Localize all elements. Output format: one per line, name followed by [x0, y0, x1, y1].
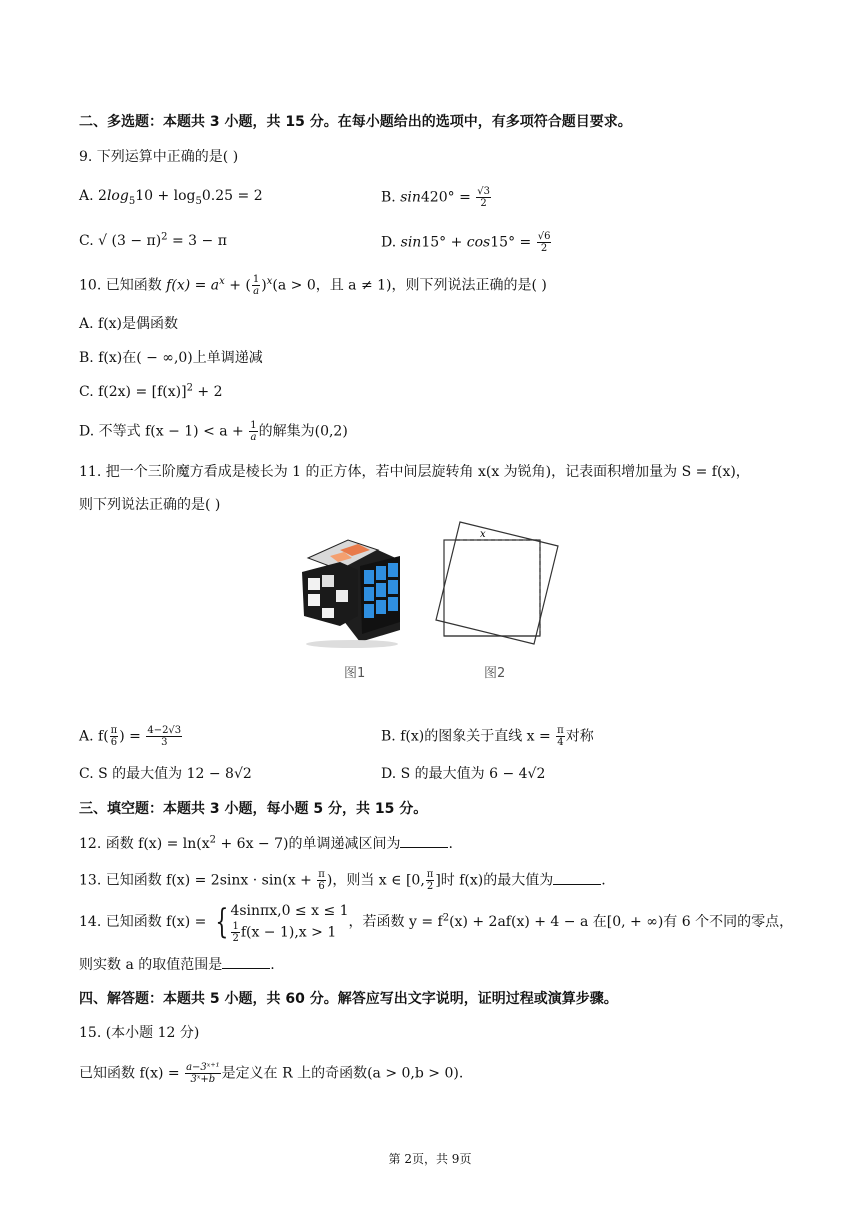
q10-stem-supx: x	[219, 275, 225, 287]
q10-stem-plus: + (	[224, 277, 251, 294]
q13-den2: 2	[426, 881, 434, 892]
q11-b-den: 4	[557, 737, 564, 748]
q10-stem-tail: (a > 0，且 a ≠ 1)，则下列说法正确的是( )	[272, 277, 547, 294]
q9-a-sub2: 5	[195, 195, 202, 207]
q11-a-den: 3	[161, 737, 168, 748]
q9-d-fn2: cos	[466, 234, 491, 251]
q9-a-part2: 10 + log	[135, 188, 196, 204]
q14-line2-1: 则实数 a 的取值范围是	[79, 957, 223, 973]
q10-stem-1: 10. 已知函数	[79, 277, 167, 294]
q9-d-mid: 15° +	[421, 234, 467, 251]
q14-case2-tail: f(x − 1),x > 1	[240, 924, 337, 940]
q11-figures	[300, 520, 560, 690]
q10-stem-supx2: x	[266, 275, 273, 287]
q10-d-1: D. 不等式 f(x − 1) < a +	[79, 423, 249, 440]
q15-den: 3ˣ+b	[190, 1074, 216, 1085]
q13-num2: π	[426, 869, 434, 880]
q11-b-1: B. f(x)的图象关于直线 x =	[381, 728, 556, 745]
page-footer: 第 2页，共 9页	[388, 1152, 472, 1166]
rotated-square-diagram	[436, 522, 558, 644]
q10-stem-f: f(x) = a	[166, 277, 220, 294]
q14-line1	[79, 900, 793, 944]
q11-b-2: 对称	[565, 728, 594, 745]
q14-text-3: (x) + 2af(x) + 4 − a 在[0, + ∞)有 6 个不同的零点，	[449, 914, 794, 930]
q11-stem-line2: 则下列说法正确的是( )	[79, 497, 221, 513]
section2-heading: 二、多选题：本题共 3 小题，共 15 分。在每小题给出的选项中，有多项符合题目要求。	[79, 114, 632, 130]
q15-num: a−3ˣ⁺¹	[186, 1062, 220, 1073]
q12-text-2: + 6x − 7)的单调递减区间为	[216, 836, 401, 852]
q13-line	[79, 869, 606, 892]
q9-c-sup: 2	[161, 231, 168, 243]
q14-cases	[230, 901, 348, 944]
q13-fraction-1	[317, 869, 326, 892]
q9-option-b	[381, 186, 492, 209]
q9-b-expr: 420° =	[420, 189, 476, 206]
q10-stem-close: )	[261, 277, 267, 294]
fig1-caption: 图1	[344, 666, 366, 681]
q9-b-fraction	[476, 186, 491, 209]
q13-text-3: ]时 f(x)的最大值为	[435, 872, 554, 889]
q9-d-fn1: sin	[400, 234, 422, 251]
q12-line	[79, 834, 453, 854]
q11-option-a	[79, 725, 183, 748]
q11-a-fraction	[146, 725, 182, 748]
q15-text-1: 已知函数 f(x) =	[79, 1065, 185, 1082]
q9-a-prefix: A.	[79, 188, 99, 204]
q13-den: 6	[318, 881, 325, 892]
q10-d-2: 的解集为(0,2)	[258, 423, 348, 440]
q12-answer-blank[interactable]	[400, 835, 448, 848]
q9-d-den: 2	[540, 243, 548, 254]
q13-fraction-2	[426, 869, 435, 892]
q10-c-1: C. f(2x) = [f(x)]	[79, 384, 187, 400]
q11-b-fraction	[556, 725, 565, 748]
q14-line2-2: .	[270, 957, 275, 973]
q11-stem-line1: 11. 把一个三阶魔方看成是棱长为 1 的正方体，若中间层旋转角 x(x 为锐角)，记表面积增加量为 S = f(x)，	[79, 464, 750, 480]
q9-a-part3: 0.25 = 2	[201, 188, 263, 204]
q11-a-2: ) =	[119, 728, 146, 745]
q9-c-expr: √ (3 − π)	[98, 233, 162, 249]
section3-heading: 三、填空题：本题共 3 小题，每小题 5 分，共 15 分。	[79, 801, 428, 817]
q9-option-c	[79, 231, 227, 251]
q10-option-d	[79, 420, 348, 443]
q11-b-num: π	[557, 725, 564, 736]
q14-text-1: 14. 已知函数 f(x) =	[79, 914, 211, 930]
q12-text-1: 12. 函数 f(x) = ln(x	[79, 836, 210, 852]
q13-text-2: )，则当 x ∈ [0,	[326, 872, 425, 889]
fig2-angle-label: x	[480, 529, 486, 540]
q10-option-c	[79, 382, 223, 402]
q9-b-fn: sin	[400, 189, 421, 206]
q14-case2-num: 1	[232, 920, 239, 932]
rubik-cube-figure	[300, 520, 560, 650]
q11-option-b	[381, 725, 594, 748]
q14-answer-blank[interactable]	[222, 956, 270, 969]
q9-d-num: √6	[537, 231, 551, 242]
q15-header: 15. (本小题 12 分)	[79, 1025, 200, 1041]
q9-a-log: log	[106, 188, 129, 204]
q13-answer-blank[interactable]	[553, 872, 601, 885]
q14-case1: 4sinπx,0 ≤ x ≤ 1	[230, 902, 349, 919]
q14-line2	[79, 955, 275, 975]
q14-case2	[230, 921, 348, 944]
q14-sup: 2	[442, 912, 450, 924]
q9-b-den: 2	[480, 198, 487, 209]
q11-a-pn: π	[110, 725, 118, 736]
q15-fraction	[185, 1062, 221, 1085]
q9-option-a	[79, 186, 263, 206]
q10-c-sup: 2	[186, 382, 193, 394]
q11-a-arg-fraction	[110, 725, 119, 748]
q15-line	[79, 1062, 463, 1085]
q10-stem-den: a	[253, 286, 260, 297]
q9-option-d	[381, 231, 552, 254]
q11-option-d: D. S 的最大值为 6 − 4√2	[381, 766, 546, 782]
q12-sup: 2	[209, 834, 217, 846]
rubik-cube-illustration	[302, 540, 400, 648]
q9-d-prefix: D.	[381, 234, 401, 251]
q10-d-fraction	[249, 420, 257, 443]
q10-stem	[79, 274, 547, 297]
q9-b-prefix: B.	[381, 189, 401, 206]
q9-a-part1: 2	[98, 188, 107, 204]
q13-text-1: 13. 已知函数 f(x) = 2sinx · sin(x +	[79, 872, 317, 889]
q10-stem-fraction	[252, 274, 260, 297]
q11-a-pd: 6	[110, 737, 118, 748]
q12-text-3: .	[448, 836, 453, 852]
q11-option-c: C. S 的最大值为 12 − 8√2	[79, 766, 252, 782]
q9-c-tail: = 3 − π	[167, 233, 227, 249]
q13-text-4: .	[601, 872, 606, 889]
section4-heading: 四、解答题：本题共 5 小题，共 60 分。解答应写出文字说明，证明过程或演算步骤。	[79, 991, 618, 1007]
q10-c-2: + 2	[192, 384, 223, 400]
q9-a-sub1: 5	[128, 195, 136, 207]
q10-option-b: B. f(x)在( − ∞,0)上单调递减	[79, 350, 263, 366]
q10-d-num: 1	[250, 420, 257, 431]
q9-d-fraction	[537, 231, 552, 254]
q10-d-den: a	[250, 432, 257, 443]
q13-num: π	[318, 869, 325, 880]
q10-stem-num: 1	[252, 274, 260, 285]
q9-d-tail: 15° =	[490, 234, 536, 251]
q14-text-2: ，若函数 y = f	[348, 914, 443, 930]
fig2-caption: 图2	[484, 666, 506, 681]
q14-case2-fraction	[231, 921, 239, 944]
q11-a-1: A. f(	[79, 728, 109, 745]
q9-stem: 9. 下列运算中正确的是( )	[79, 149, 239, 165]
q14-brace: {	[215, 902, 229, 942]
q14-case2-den: 2	[232, 932, 239, 944]
q9-c-prefix: C.	[79, 233, 99, 249]
q10-option-a: A. f(x)是偶函数	[79, 316, 179, 332]
q11-a-num: 4−2√3	[147, 725, 182, 736]
q15-text-2: 是定义在 R 上的奇函数(a > 0,b > 0).	[221, 1065, 464, 1082]
q9-b-num: √3	[477, 186, 490, 197]
